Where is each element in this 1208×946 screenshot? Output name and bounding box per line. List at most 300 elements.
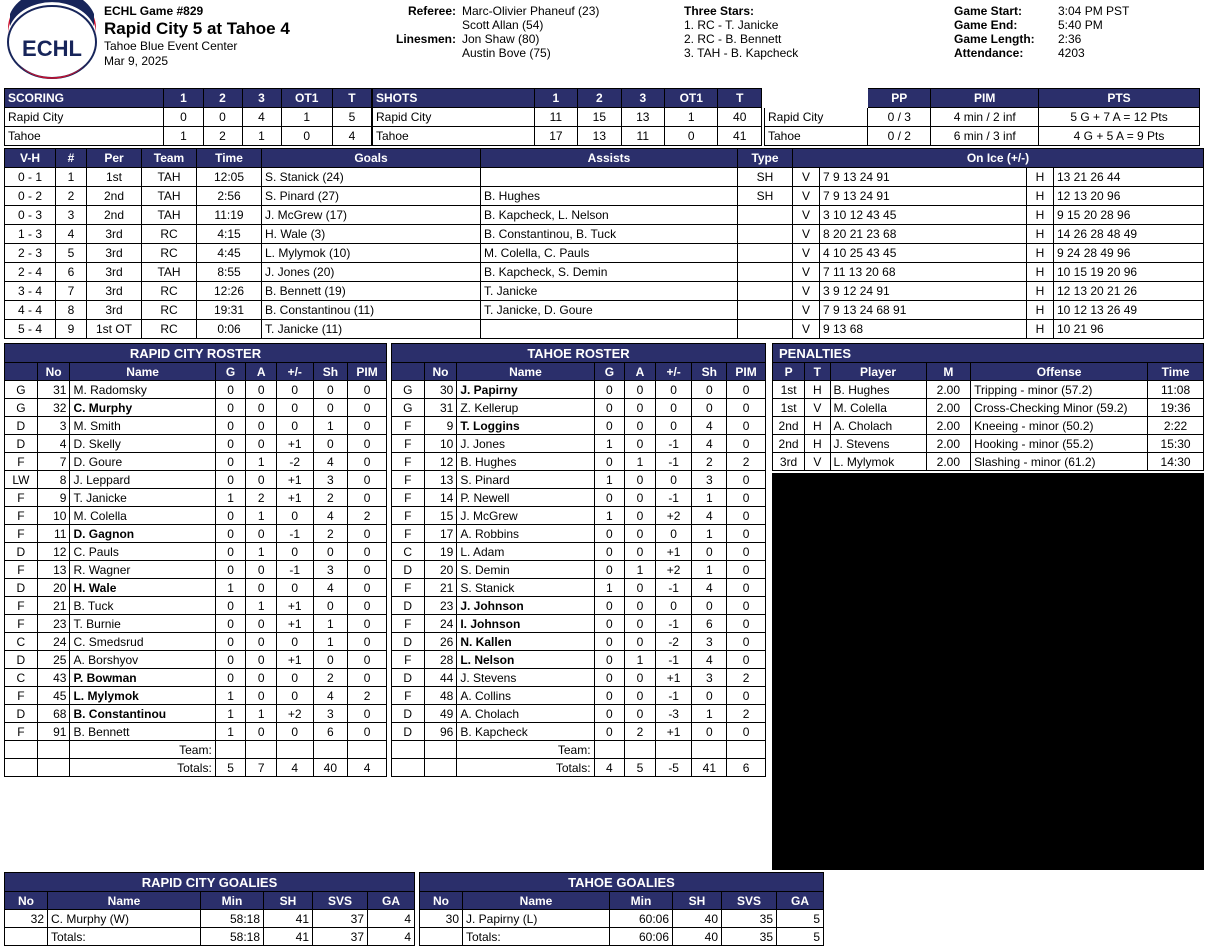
goal-period: 2nd bbox=[87, 187, 142, 206]
goal-number: 6 bbox=[56, 263, 87, 282]
onice-h-label: H bbox=[1027, 168, 1054, 187]
player-no: 9 bbox=[424, 417, 457, 435]
player-sh: 4 bbox=[313, 687, 348, 705]
player-a: 0 bbox=[246, 687, 277, 705]
pen-col-t: T bbox=[805, 363, 830, 381]
player-g: 0 bbox=[594, 381, 625, 399]
goal-scorer: J. McGrew (17) bbox=[262, 206, 481, 225]
goal-scorer: S. Stanick (24) bbox=[262, 168, 481, 187]
onice-h-label: H bbox=[1027, 206, 1054, 225]
player-name: S. Pinard bbox=[457, 471, 594, 489]
goal-team: TAH bbox=[142, 206, 197, 225]
blank-cell bbox=[424, 741, 457, 759]
onice-v-label: V bbox=[793, 206, 820, 225]
player-pos: C bbox=[5, 669, 38, 687]
scoring-home-p2: 2 bbox=[203, 127, 242, 146]
table-row bbox=[391, 651, 765, 669]
table-row bbox=[5, 525, 387, 543]
player-pm: -2 bbox=[276, 453, 313, 471]
onice-h-label: H bbox=[1027, 187, 1054, 206]
tah-col-pm: +/- bbox=[655, 363, 692, 381]
player-pos: F bbox=[5, 615, 38, 633]
goal-number: 1 bbox=[56, 168, 87, 187]
rapid-city-goalies-table bbox=[4, 872, 415, 946]
table-row bbox=[765, 108, 1200, 127]
player-pm: +1 bbox=[276, 615, 313, 633]
player-pm: +2 bbox=[276, 705, 313, 723]
penalty-period: 1st bbox=[773, 399, 805, 417]
player-g: 0 bbox=[215, 669, 246, 687]
shots-away-p1: 11 bbox=[534, 108, 577, 127]
player-name: Z. Kellerup bbox=[457, 399, 594, 417]
scoring-away-p2: 0 bbox=[203, 108, 242, 127]
player-pm: -1 bbox=[655, 453, 692, 471]
player-pm: -1 bbox=[655, 651, 692, 669]
shots-away-p2: 15 bbox=[578, 108, 621, 127]
game-times-block bbox=[954, 4, 1202, 60]
player-no: 19 bbox=[424, 543, 457, 561]
table-row bbox=[5, 282, 1204, 301]
goals-col-goals: Goals bbox=[262, 149, 481, 168]
goal-assists: T. Janicke bbox=[481, 282, 738, 301]
table-row bbox=[391, 435, 765, 453]
player-a: 1 bbox=[246, 705, 277, 723]
goal-period: 3rd bbox=[87, 282, 142, 301]
onice-visitors: 4 10 25 43 45 bbox=[820, 244, 1027, 263]
game-number: ECHL Game #829 bbox=[104, 4, 204, 18]
rc-col-no: No bbox=[37, 363, 70, 381]
rosters-section bbox=[0, 343, 1208, 870]
player-a: 0 bbox=[625, 615, 656, 633]
player-pm: -1 bbox=[655, 687, 692, 705]
player-pm: 0 bbox=[276, 579, 313, 597]
shots-team-home: Tahoe bbox=[373, 127, 535, 146]
scoring-title: SCORING bbox=[5, 89, 164, 108]
totals-pm: 4 bbox=[276, 759, 313, 777]
goal-assists: B. Hughes bbox=[481, 187, 738, 206]
table-row bbox=[773, 381, 1204, 399]
onice-visitors: 8 20 21 23 68 bbox=[820, 225, 1027, 244]
penalty-time: 15:30 bbox=[1148, 435, 1204, 453]
player-name: L. Mylymok bbox=[70, 687, 215, 705]
goal-time: 0:06 bbox=[197, 320, 262, 339]
player-a: 0 bbox=[246, 651, 277, 669]
penalty-team: V bbox=[805, 399, 830, 417]
table-row bbox=[391, 669, 765, 687]
player-name: M. Colella bbox=[70, 507, 215, 525]
player-pos: F bbox=[5, 687, 38, 705]
player-a: 0 bbox=[246, 435, 277, 453]
rc-col-name: Name bbox=[70, 363, 215, 381]
player-pos: D bbox=[5, 579, 38, 597]
scoring-away-p1: 0 bbox=[164, 108, 203, 127]
player-pim: 0 bbox=[348, 633, 387, 651]
player-no: 26 bbox=[424, 633, 457, 651]
player-sh: 1 bbox=[692, 705, 727, 723]
player-pos: F bbox=[391, 417, 424, 435]
onice-visitors: 3 10 12 43 45 bbox=[820, 206, 1027, 225]
table-row bbox=[5, 651, 387, 669]
penalty-team: H bbox=[805, 381, 830, 399]
onice-visitors: 7 9 13 24 91 bbox=[820, 187, 1027, 206]
player-pim: 0 bbox=[348, 597, 387, 615]
player-no: 68 bbox=[37, 705, 70, 723]
onice-h-label: H bbox=[1027, 263, 1054, 282]
player-pos: F bbox=[391, 471, 424, 489]
goal-score: 0 - 3 bbox=[5, 206, 56, 225]
shots-col-t: T bbox=[718, 89, 762, 108]
player-a: 0 bbox=[625, 399, 656, 417]
player-pos: F bbox=[5, 561, 38, 579]
team-row bbox=[391, 741, 765, 759]
goal-scorer: B. Bennett (19) bbox=[262, 282, 481, 301]
special-home-pts: 4 G + 5 A = 9 Pts bbox=[1039, 127, 1200, 146]
table-row bbox=[391, 561, 765, 579]
player-a: 1 bbox=[246, 453, 277, 471]
player-a: 1 bbox=[625, 561, 656, 579]
player-name: J. Johnson bbox=[457, 597, 594, 615]
scoring-away-p3: 4 bbox=[242, 108, 281, 127]
penalty-time: 19:36 bbox=[1148, 399, 1204, 417]
player-g: 0 bbox=[215, 399, 246, 417]
goal-type bbox=[738, 282, 793, 301]
tahoe-roster-table bbox=[391, 343, 766, 777]
player-pim: 0 bbox=[727, 417, 766, 435]
tah-col-pos bbox=[391, 363, 424, 381]
goal-time: 8:55 bbox=[197, 263, 262, 282]
blank-cell bbox=[313, 741, 348, 759]
goal-time: 2:56 bbox=[197, 187, 262, 206]
scoring-home-p3: 1 bbox=[242, 127, 281, 146]
player-g: 0 bbox=[594, 705, 625, 723]
table-row bbox=[5, 435, 387, 453]
totals-g: 5 bbox=[215, 759, 246, 777]
totals-g: 4 bbox=[594, 759, 625, 777]
player-pim: 0 bbox=[727, 633, 766, 651]
scoring-col-2: 2 bbox=[203, 89, 242, 108]
player-pm: 0 bbox=[655, 417, 692, 435]
player-a: 0 bbox=[625, 687, 656, 705]
player-pos: D bbox=[5, 543, 38, 561]
goals-col-type: Type bbox=[738, 149, 793, 168]
player-pm: +1 bbox=[655, 669, 692, 687]
player-sh: 0 bbox=[692, 543, 727, 561]
svg-text:ECHL: ECHL bbox=[22, 36, 82, 61]
player-no: 23 bbox=[37, 615, 70, 633]
blank-cell bbox=[5, 741, 38, 759]
player-no: 31 bbox=[424, 399, 457, 417]
player-name: D. Skelly bbox=[70, 435, 215, 453]
player-g: 0 bbox=[215, 453, 246, 471]
player-pos: C bbox=[391, 543, 424, 561]
player-pm: -1 bbox=[655, 579, 692, 597]
player-pm: 0 bbox=[655, 525, 692, 543]
player-pim: 0 bbox=[727, 435, 766, 453]
table-row bbox=[5, 381, 387, 399]
table-row bbox=[391, 453, 765, 471]
blank-cell bbox=[424, 759, 457, 777]
pen-col-offense: Offense bbox=[971, 363, 1148, 381]
player-name: C. Murphy bbox=[70, 399, 215, 417]
player-no: 21 bbox=[37, 597, 70, 615]
player-g: 0 bbox=[215, 417, 246, 435]
tg-col-min: Min bbox=[610, 892, 673, 910]
player-sh: 2 bbox=[692, 453, 727, 471]
totals-a: 5 bbox=[625, 759, 656, 777]
goal-score: 2 - 3 bbox=[5, 244, 56, 263]
goal-score: 2 - 4 bbox=[5, 263, 56, 282]
goals-col-per: Per bbox=[87, 149, 142, 168]
table-row bbox=[391, 687, 765, 705]
tahoe-goalies-title: TAHOE GOALIES bbox=[420, 873, 824, 892]
tg-col-name: Name bbox=[463, 892, 610, 910]
scoring-team-away: Rapid City bbox=[5, 108, 164, 127]
player-sh: 3 bbox=[313, 705, 348, 723]
totals-sh: 41 bbox=[692, 759, 727, 777]
player-pim: 0 bbox=[348, 651, 387, 669]
player-sh: 0 bbox=[313, 435, 348, 453]
table-row bbox=[5, 225, 1204, 244]
player-pos: F bbox=[5, 525, 38, 543]
goal-scorer: S. Pinard (27) bbox=[262, 187, 481, 206]
player-g: 1 bbox=[215, 687, 246, 705]
game-start-value: 3:04 PM PST bbox=[1058, 4, 1130, 18]
player-pm: 0 bbox=[276, 723, 313, 741]
player-g: 1 bbox=[215, 723, 246, 741]
goals-col-vh: V-H bbox=[5, 149, 56, 168]
player-pm: 0 bbox=[655, 597, 692, 615]
player-sh: 4 bbox=[692, 417, 727, 435]
goal-score: 0 - 1 bbox=[5, 168, 56, 187]
player-name: A. Borshyov bbox=[70, 651, 215, 669]
player-g: 0 bbox=[215, 615, 246, 633]
player-a: 1 bbox=[246, 543, 277, 561]
player-pos: F bbox=[391, 615, 424, 633]
player-g: 1 bbox=[594, 435, 625, 453]
player-pim: 0 bbox=[348, 705, 387, 723]
player-pim: 0 bbox=[727, 579, 766, 597]
scoring-col-3: 3 bbox=[242, 89, 281, 108]
blank-cell bbox=[348, 741, 387, 759]
goal-scorer: B. Constantinou (11) bbox=[262, 301, 481, 320]
player-pim: 0 bbox=[727, 381, 766, 399]
player-pm: +2 bbox=[655, 561, 692, 579]
penalty-player: L. Mylymok bbox=[830, 453, 926, 471]
player-a: 0 bbox=[246, 561, 277, 579]
penalty-time: 11:08 bbox=[1148, 381, 1204, 399]
player-g: 1 bbox=[594, 579, 625, 597]
goalie-sh: 41 bbox=[264, 910, 313, 928]
shots-home-p2: 13 bbox=[578, 127, 621, 146]
goal-number: 2 bbox=[56, 187, 87, 206]
table-row bbox=[5, 687, 387, 705]
shots-col-2: 2 bbox=[578, 89, 621, 108]
tahoe-roster-title: TAHOE ROSTER bbox=[391, 344, 765, 363]
special-home-pp: 0 / 2 bbox=[868, 127, 931, 146]
player-a: 0 bbox=[625, 489, 656, 507]
player-g: 0 bbox=[215, 561, 246, 579]
player-sh: 0 bbox=[313, 399, 348, 417]
table-row bbox=[391, 471, 765, 489]
table-row bbox=[391, 417, 765, 435]
goal-score: 5 - 4 bbox=[5, 320, 56, 339]
table-row bbox=[420, 910, 824, 928]
table-row bbox=[5, 489, 387, 507]
player-a: 0 bbox=[246, 471, 277, 489]
goal-team: RC bbox=[142, 225, 197, 244]
special-col-pts: PTS bbox=[1039, 89, 1200, 108]
scoring-home-p1: 1 bbox=[164, 127, 203, 146]
player-a: 1 bbox=[625, 453, 656, 471]
player-no: 30 bbox=[424, 381, 457, 399]
goal-assists bbox=[481, 320, 738, 339]
totals-svs: 35 bbox=[722, 928, 777, 946]
table-row bbox=[5, 507, 387, 525]
penalty-offense: Kneeing - minor (50.2) bbox=[971, 417, 1148, 435]
player-name: C. Pauls bbox=[70, 543, 215, 561]
player-a: 0 bbox=[625, 579, 656, 597]
player-pos: F bbox=[391, 507, 424, 525]
penalty-time: 2:22 bbox=[1148, 417, 1204, 435]
table-row bbox=[391, 723, 765, 741]
shots-home-total: 41 bbox=[718, 127, 762, 146]
player-a: 0 bbox=[246, 633, 277, 651]
onice-v-label: V bbox=[793, 301, 820, 320]
player-pim: 0 bbox=[348, 561, 387, 579]
scoring-away-total: 5 bbox=[332, 108, 371, 127]
referee-label: Referee: bbox=[407, 4, 456, 18]
player-name: S. Stanick bbox=[457, 579, 594, 597]
penalties-column bbox=[772, 343, 1204, 870]
player-a: 1 bbox=[246, 507, 277, 525]
goalie-sh: 40 bbox=[673, 910, 722, 928]
player-g: 0 bbox=[594, 399, 625, 417]
player-sh: 0 bbox=[313, 651, 348, 669]
player-pos: D bbox=[391, 669, 424, 687]
player-no: 20 bbox=[37, 579, 70, 597]
player-pim: 0 bbox=[348, 579, 387, 597]
player-pim: 0 bbox=[348, 543, 387, 561]
special-team-away: Rapid City bbox=[765, 108, 868, 127]
goal-number: 7 bbox=[56, 282, 87, 301]
penalty-team: H bbox=[805, 417, 830, 435]
player-pos: F bbox=[391, 525, 424, 543]
table-row bbox=[5, 615, 387, 633]
shots-home-p1: 17 bbox=[534, 127, 577, 146]
table-row bbox=[391, 597, 765, 615]
rc-col-pm: +/- bbox=[276, 363, 313, 381]
shots-col-3: 3 bbox=[621, 89, 664, 108]
player-no: 11 bbox=[37, 525, 70, 543]
scoring-table bbox=[4, 88, 372, 146]
player-no: 15 bbox=[424, 507, 457, 525]
table-row bbox=[773, 453, 1204, 471]
onice-home: 10 12 13 26 49 bbox=[1054, 301, 1204, 320]
totals-pm: -5 bbox=[655, 759, 692, 777]
player-g: 0 bbox=[594, 525, 625, 543]
onice-v-label: V bbox=[793, 225, 820, 244]
goal-period: 3rd bbox=[87, 244, 142, 263]
onice-h-label: H bbox=[1027, 244, 1054, 263]
player-pim: 0 bbox=[727, 651, 766, 669]
player-name: J. Jones bbox=[457, 435, 594, 453]
referee-1: Marc-Olivier Phaneuf (23) bbox=[462, 4, 600, 18]
scoring-home-ot: 0 bbox=[281, 127, 332, 146]
shots-table bbox=[372, 88, 762, 146]
player-no: 24 bbox=[37, 633, 70, 651]
tg-col-ga: GA bbox=[777, 892, 824, 910]
rc-col-a: A bbox=[246, 363, 277, 381]
player-g: 1 bbox=[215, 579, 246, 597]
player-a: 0 bbox=[625, 633, 656, 651]
table-row bbox=[391, 399, 765, 417]
pen-col-p: P bbox=[773, 363, 805, 381]
player-g: 0 bbox=[215, 651, 246, 669]
player-name: B. Bennett bbox=[70, 723, 215, 741]
goal-scorer: J. Jones (20) bbox=[262, 263, 481, 282]
player-name: R. Wagner bbox=[70, 561, 215, 579]
goalie-svs: 37 bbox=[313, 910, 368, 928]
player-sh: 3 bbox=[692, 633, 727, 651]
player-pim: 0 bbox=[727, 723, 766, 741]
star-1: 1. RC - T. Janicke bbox=[684, 18, 779, 32]
goal-scorer: L. Mylymok (10) bbox=[262, 244, 481, 263]
player-g: 0 bbox=[215, 543, 246, 561]
player-a: 0 bbox=[625, 381, 656, 399]
onice-home: 9 15 20 28 96 bbox=[1054, 206, 1204, 225]
player-pim: 2 bbox=[348, 507, 387, 525]
totals-row bbox=[5, 928, 415, 946]
goal-number: 3 bbox=[56, 206, 87, 225]
player-sh: 4 bbox=[313, 453, 348, 471]
scoring-col-1: 1 bbox=[164, 89, 203, 108]
player-pim: 0 bbox=[727, 615, 766, 633]
penalty-player: J. Stevens bbox=[830, 435, 926, 453]
shots-away-p3: 13 bbox=[621, 108, 664, 127]
player-name: N. Kallen bbox=[457, 633, 594, 651]
goals-table bbox=[4, 148, 1204, 339]
totals-min: 58:18 bbox=[201, 928, 264, 946]
game-date: Mar 9, 2025 bbox=[104, 54, 169, 68]
totals-label: Totals: bbox=[457, 759, 594, 777]
referee-2: Scott Allan (54) bbox=[462, 18, 544, 32]
onice-h-label: H bbox=[1027, 320, 1054, 339]
player-sh: 3 bbox=[692, 471, 727, 489]
player-sh: 0 bbox=[692, 723, 727, 741]
tahoe-goalies-table bbox=[419, 872, 824, 946]
goal-type: SH bbox=[738, 187, 793, 206]
onice-v-label: V bbox=[793, 282, 820, 301]
player-name: J. Stevens bbox=[457, 669, 594, 687]
player-sh: 6 bbox=[313, 723, 348, 741]
blank-cell bbox=[420, 928, 463, 946]
player-pos: D bbox=[5, 705, 38, 723]
player-pm: 0 bbox=[655, 381, 692, 399]
rcg-col-sh: SH bbox=[264, 892, 313, 910]
goalie-no: 32 bbox=[5, 910, 48, 928]
player-pim: 0 bbox=[727, 471, 766, 489]
game-start-label: Game Start: bbox=[954, 4, 1023, 18]
onice-h-label: H bbox=[1027, 301, 1054, 320]
table-row bbox=[5, 301, 1204, 320]
player-g: 0 bbox=[594, 723, 625, 741]
rapid-city-roster-table bbox=[4, 343, 387, 777]
goal-assists: M. Colella, C. Pauls bbox=[481, 244, 738, 263]
game-length-label: Game Length: bbox=[954, 32, 1035, 46]
player-pm: -3 bbox=[655, 705, 692, 723]
player-pm: -1 bbox=[655, 615, 692, 633]
onice-h-label: H bbox=[1027, 282, 1054, 301]
